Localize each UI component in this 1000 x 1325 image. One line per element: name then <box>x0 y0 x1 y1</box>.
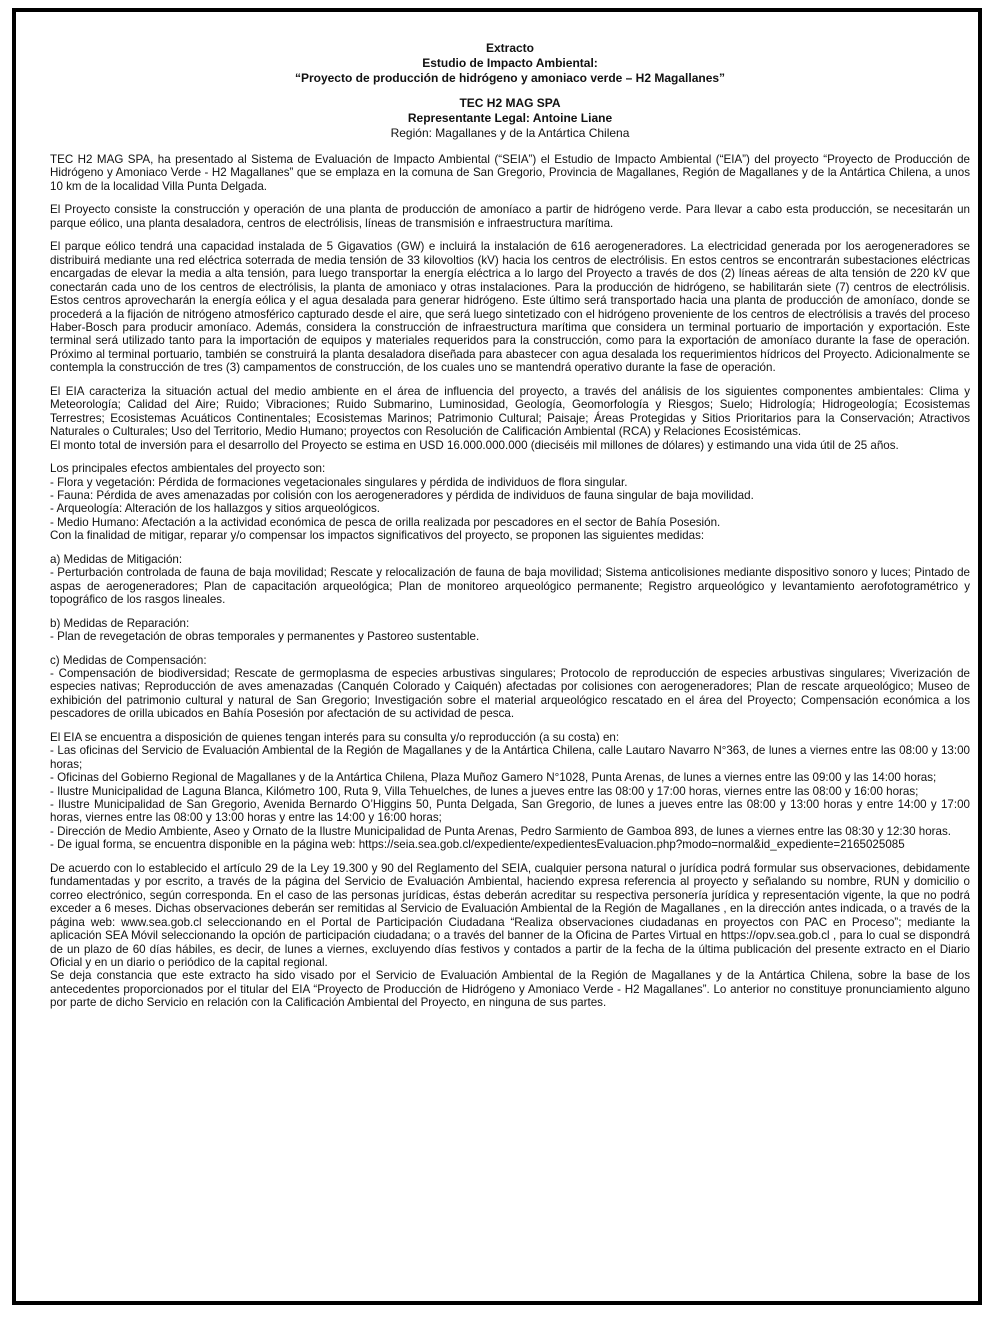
reparation-measures <box>50 617 970 644</box>
availability-title: El EIA se encuentra a disposición de quienes tengan interés para su consulta y/o reproducción (a su costa) en: <box>50 730 620 744</box>
availability-list <box>50 731 970 852</box>
notice-header <box>50 41 970 86</box>
eia-components-paragraph: El EIA caracteriza la situación actual del medio ambiente en el área de influencia del proyecto, a través del análisis de los siguientes componentes ambientales: Clima y Meteorología; Calidad del Aire; Ruido; Vibraciones; Ruido Submarino, Luminosidad, Geología, Geomorfología y Riesgos; Suelo; Hidrología; Hidrogeología; Ecosistemas Terrestres; Ecosistemas Acuáticos Continentales; Ecosistemas Marinos; Patrimonio Cultural; Paisaje; Áreas Protegidas y Sitios Prioritarios para la Conservación; Atractivos Naturales o Culturales; Uso del Territorio, Medio Humano; proyectos con Resolución de Calificación Ambiental (RCA) y Relaciones Ecosistémicas. <box>50 384 970 439</box>
observations-paragraph: De acuerdo con lo establecido el artículo 29 de la Ley 19.300 y 90 del Reglamento del SEIA, cualquier persona natural o jurídica podrá formular sus observaciones, debidamente fundamentadas y por escrito, a través de la página del Servicio de Evaluación Ambiental, haciendo expresa referencia al proyecto y señalando su nombre, RUN y domicilio o correo electrónico, según corresponda. En el caso de las personas jurídicas, éstas deberán acreditar su respectiva personería jurídica y representación vigente, la que no podrá exceder a 6 meses. Dichas observaciones deberán ser remitidas al Servicio de Evaluación Ambiental de la Región de Magallanes , en la dirección antes indicada, o a través de la página web: www.sea.gob.cl seleccionando en el Portal de Participación Ciudadana “Realiza observaciones ciudadanas en proyectos con PAC en Proceso”; mediante la aplicación SEA Móvil seleccionando la opción de participación ciudadana; o a través del banner de la Oficina de Partes Virtual en https://opv.sea.gob.cl , para lo cual se dispondrá de un plazo de 60 días hábiles, es decir, de lunes a viernes, excluyendo días festivos y contados a partir de la fecha de la última publicación del presente extracto en el Diario Oficial y en un diario o periódico de la capital regional. <box>50 861 970 970</box>
legal-representative: Representante Legal: Antoine Liane <box>407 111 613 125</box>
header-extracto: Extracto <box>485 41 535 55</box>
company-name: TEC H2 MAG SPA <box>459 96 561 110</box>
region: Región: Magallanes y de la Antártica Chilena <box>390 126 630 140</box>
availability-item: - Ilustre Municipalidad de Laguna Blanca, Kilómetro 100, Ruta 9, Villa Tehuelches, de lunes a jueves entre las 08:00 y 17:00 horas, viernes entre las 08:00 y 16:00 horas; <box>50 784 919 798</box>
availability-item: - Dirección de Medio Ambiente, Aseo y Ornato de la Ilustre Municipalidad de Punta Arenas, Pedro Sarmiento de Gamboa 893, de lunes a viernes entre las 08:30 y 12:30 horas. <box>50 824 951 838</box>
effect-item: - Medio Humano: Afectación a la actividad económica de pesca de orilla realizada por pescadores en el sector de Bahía Posesión. <box>50 515 721 529</box>
wind-park-paragraph: El parque eólico tendrá una capacidad instalada de 5 Gigavatios (GW) e incluirá la instalación de 616 aerogeneradores. La electricidad generada por los aerogeneradores se distribuirá mediante una red eléctrica soterrada de media tensión de 33 kilovoltios (kV) hacia los centros de electrólisis. En estos centros se encontrarán subestaciones eléctricas encargadas de elevar la media a alta tensión, para luego transportar la energía eléctrica a lo largo del Proyecto a través de dos (2) líneas aéreas de alta tensión de 220 kV que conectarán cada uno de los centros de electrólisis, la planta de amoniaco y otras instalaciones. Para la producción de hidrógeno, se habilitarán siete (7) centros de electrólisis. Estos centros aprovecharán la energía eólica y el agua desalada para generar hidrógeno. Este último será transportado hacia una planta de producción de amoníaco, donde se procederá a la fijación de nitrógeno atmosférico capturado desde el aire, que será luego sintetizado con el hidrógeno proveniente de los centros de electrólisis a través del proceso Haber-Bosch para producir amoníaco. Además, considera la construcción de infraestructura marítima que considera un terminal portuario de importación y exportación. Este terminal será utilizado tanto para la importación de equipos y materiales requeridos para la construcción, como para la exportación de amoníaco durante la fase de operación. Próximo al terminal portuario, también se construirá la planta desaladora diseñada para abastecer con agua desalada los requerimientos hídricos del Proyecto. Adicionalmente se contempla la construcción de tres (3) campamentos de construcción, de los cuales uno se mantendrá operativo durante la fase de operación. <box>50 240 970 375</box>
availability-web-link[interactable]: - De igual forma, se encuentra disponible en la página web: https://seia.sea.gob.cl/expediente/expedientesEvaluacion.php?modo=normal&id_expediente=2165025085 <box>50 838 905 852</box>
mitigation-text: - Perturbación controlada de fauna de baja movilidad; Rescate y relocalización de fauna de baja movilidad; Sistema anticolisiones mediante dispositivo sonoro y luces; Pintado de aspas de aerogeneradores; Plan de capacitación arqueológica; Plan de monitoreo arqueológico permanente; Registro arqueológico y levantamiento aerofotogramétrico y topográfico de los rasgos lineales. <box>50 566 970 607</box>
reparation-title: b) Medidas de Reparación: <box>50 616 190 630</box>
company-block <box>50 96 970 141</box>
effect-item: - Fauna: Pérdida de aves amenazadas por colisión con los aerogeneradores y pérdida de individuos de fauna singular de baja movilidad. <box>50 488 754 502</box>
notice-frame <box>12 8 982 1305</box>
intro-paragraph: TEC H2 MAG SPA, ha presentado al Sistema de Evaluación de Impacto Ambiental (“SEIA”) el Estudio de Impacto Ambiental (“EIA”) del proyecto “Proyecto de Producción de Hidrógeno y Amoniaco Verde - H2 Magallanes” que se emplaza en la comuna de San Gregorio, Provincia de Magallanes, Región de Magallanes y de la Antártica Chilena, a unos 10 km de la localidad Villa Punta Delgada. <box>50 153 970 193</box>
availability-item: - Oficinas del Gobierno Regional de Magallanes y de la Antártica Chilena, Plaza Muñoz Gamero N°1028, Punta Arenas, de lunes a viernes entre las 09:00 y las 14:00 horas; <box>50 771 937 785</box>
availability-item: - Las oficinas del Servicio de Evaluación Ambiental de la Región de Magallanes y de la Antártica Chilena, calle Lautaro Navarro N°363, de lunes a viernes entre las 08:00 y 13:00 horas; <box>50 744 970 771</box>
compensation-measures <box>50 654 970 721</box>
effects-list <box>50 462 970 543</box>
mitigation-title: a) Medidas de Mitigación: <box>50 552 183 566</box>
mitigation-measures <box>50 553 970 607</box>
compensation-text: - Compensación de biodiversidad; Rescate de germoplasma de especies arbustivas singulares; Protocolo de reproducción de especies arbustivas singulares; Viverización de especies nativas; Reproducción de aves amenazadas (Canquén Colorado y Caiquén) afectadas por colisiones con aerogeneradores; Plan de rescate arqueológico; Museo de exhibición del patrimonio cultural y natural de San Gregorio; Investigación sobre el material arqueológico rescatado en el área del Proyecto; Compensación económica a los pescadores de orilla ubicados en Bahía Posesión por afectación de su actividad de pesca. <box>50 666 970 721</box>
certification-paragraph: Se deja constancia que este extracto ha sido visado por el Servicio de Evaluación Ambiental de la Región de Magallanes y de la Antártica Chilena, sobre la base de los antecedentes proporcionados por el titular del EIA “Proyecto de Producción de Hidrógeno y Amoniaco Verde - H2 Magallanes”. Lo anterior no constituye pronunciamiento alguno por parte de dicho Servicio en relación con la Calificación Ambiental del Proyecto, en ninguna de sus partes. <box>50 969 970 1010</box>
investment-paragraph: El monto total de inversión para el desarrollo del Proyecto se estima en USD 16.000.000.000 (dieciséis mil millones de dólares) y estimando una vida útil de 25 años. <box>50 438 899 452</box>
compensation-title: c) Medidas de Compensación: <box>50 653 207 667</box>
reparation-text: - Plan de revegetación de obras temporales y permanentes y Pastoreo sustentable. <box>50 630 480 644</box>
effect-item: - Arqueología: Alteración de los hallazgos y sitios arqueológicos. <box>50 502 380 516</box>
effect-item: - Flora y vegetación: Pérdida de formaciones vegetacionales singulares y pérdida de individuos de flora singular. <box>50 475 628 489</box>
effects-title: Los principales efectos ambientales del proyecto son: <box>50 462 326 476</box>
header-study-type: Estudio de Impacto Ambiental: <box>422 56 598 70</box>
effects-closing: Con la finalidad de mitigar, reparar y/o compensar los impactos significativos del proyecto, se proponen las siguientes medidas: <box>50 529 705 543</box>
header-project-name: “Proyecto de producción de hidrógeno y amoniaco verde – H2 Magallanes” <box>294 71 726 85</box>
availability-item: - Ilustre Municipalidad de San Gregorio, Avenida Bernardo O’Higgins 50, Punta Delgada, San Gregorio, de lunes a jueves entre las 08:00 y 13:00 horas y entre 14:00 y 17:00 horas, viernes entre las 08:00 y 13:00 horas y entre las 14:00 y 16:00 horas; <box>50 798 970 825</box>
notice-content <box>50 41 970 1020</box>
project-description-paragraph: El Proyecto consiste la construcción y operación de una planta de producción de amoníaco a partir de hidrógeno verde. Para llevar a cabo esta producción, se necesitarán un parque eólico, una planta desaladora, centros de electrólisis, líneas de transmisión e infraestructura marítima. <box>50 203 970 230</box>
